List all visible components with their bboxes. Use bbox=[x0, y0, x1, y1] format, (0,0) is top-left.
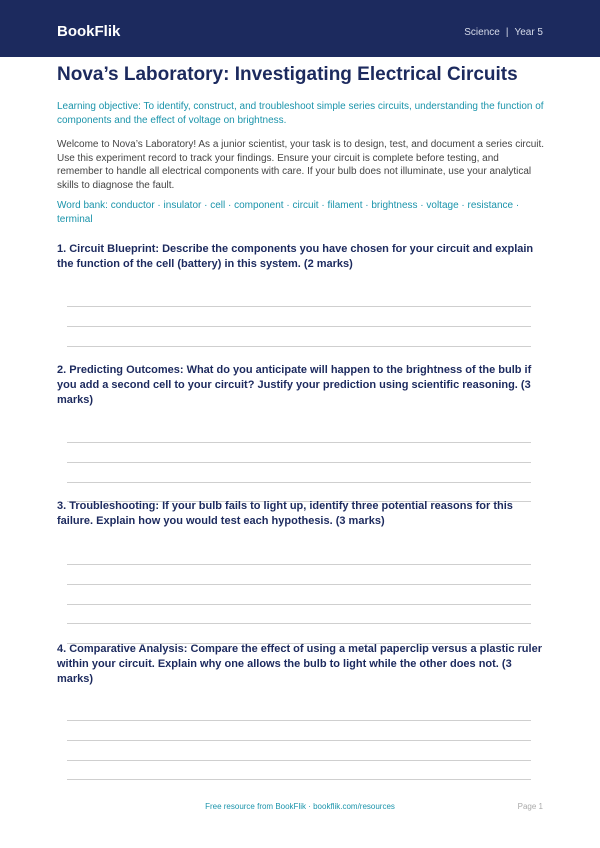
header-bar bbox=[0, 0, 600, 57]
answer-line-1-3[interactable] bbox=[67, 346, 531, 347]
page-number: Page 1 bbox=[517, 802, 543, 811]
answer-line-3-3[interactable] bbox=[67, 604, 531, 605]
learning-objective: Learning objective: To identify, construct, and troubleshoot simple series circuits, understanding the function of components and the effect of voltage on brightness. bbox=[57, 101, 544, 126]
answer-line-2-1[interactable] bbox=[67, 442, 531, 443]
question-1: 1. Circuit Blueprint: Describe the components you have chosen for your circuit and explain the function of the cell (battery) in this system. (2 marks) bbox=[57, 243, 534, 270]
answer-line-2-3[interactable] bbox=[67, 482, 531, 483]
word-bank: Word bank: conductor · insulator · cell · component · circuit · filament · brightness · voltage · resistance · terminal bbox=[57, 200, 520, 225]
page-title: Nova’s Laboratory: Investigating Electrical Circuits bbox=[57, 64, 518, 85]
subject-label: Science bbox=[464, 27, 500, 38]
answer-line-3-2[interactable] bbox=[67, 584, 531, 585]
answer-line-4-1[interactable] bbox=[67, 720, 531, 721]
answer-line-4-3[interactable] bbox=[67, 760, 531, 761]
footer-credit: Free resource from BookFlik · bookflik.com/resources bbox=[205, 802, 395, 811]
intro-paragraph: Welcome to Nova’s Laboratory! As a junior scientist, your task is to design, test, and document a series circuit. Use this experiment record to track your findings. Ensure your circuit is complete before testing, and remember to handle all electrical components with care. If your bulb does not illuminate, use your analytical skills to diagnose the fault. bbox=[57, 139, 545, 191]
question-3: 3. Troubleshooting: If your bulb fails to light up, identify three potential reasons for this failure. Explain how you would test each hypothesis. (3 marks) bbox=[57, 500, 513, 527]
year-label: Year 5 bbox=[514, 27, 543, 38]
question-2: 2. Predicting Outcomes: What do you anticipate will happen to the brightness of the bulb if you add a second cell to your circuit? Justify your prediction using scientific reasoning. (3 marks) bbox=[57, 364, 532, 406]
answer-line-1-1[interactable] bbox=[67, 306, 531, 307]
brand-logo: BookFlik bbox=[57, 23, 121, 40]
answer-line-2-2[interactable] bbox=[67, 462, 531, 463]
separator: | bbox=[505, 27, 509, 38]
answer-line-3-1[interactable] bbox=[67, 564, 531, 565]
question-4: 4. Comparative Analysis: Compare the effect of using a metal paperclip versus a plastic ruler within your circuit. Explain why one allows the bulb to light while the other does not. (3 marks) bbox=[57, 643, 542, 685]
answer-line-4-4[interactable] bbox=[67, 779, 531, 780]
subject-year-label bbox=[464, 27, 543, 39]
answer-line-1-2[interactable] bbox=[67, 326, 531, 327]
answer-line-3-4[interactable] bbox=[67, 623, 531, 624]
answer-line-4-2[interactable] bbox=[67, 740, 531, 741]
